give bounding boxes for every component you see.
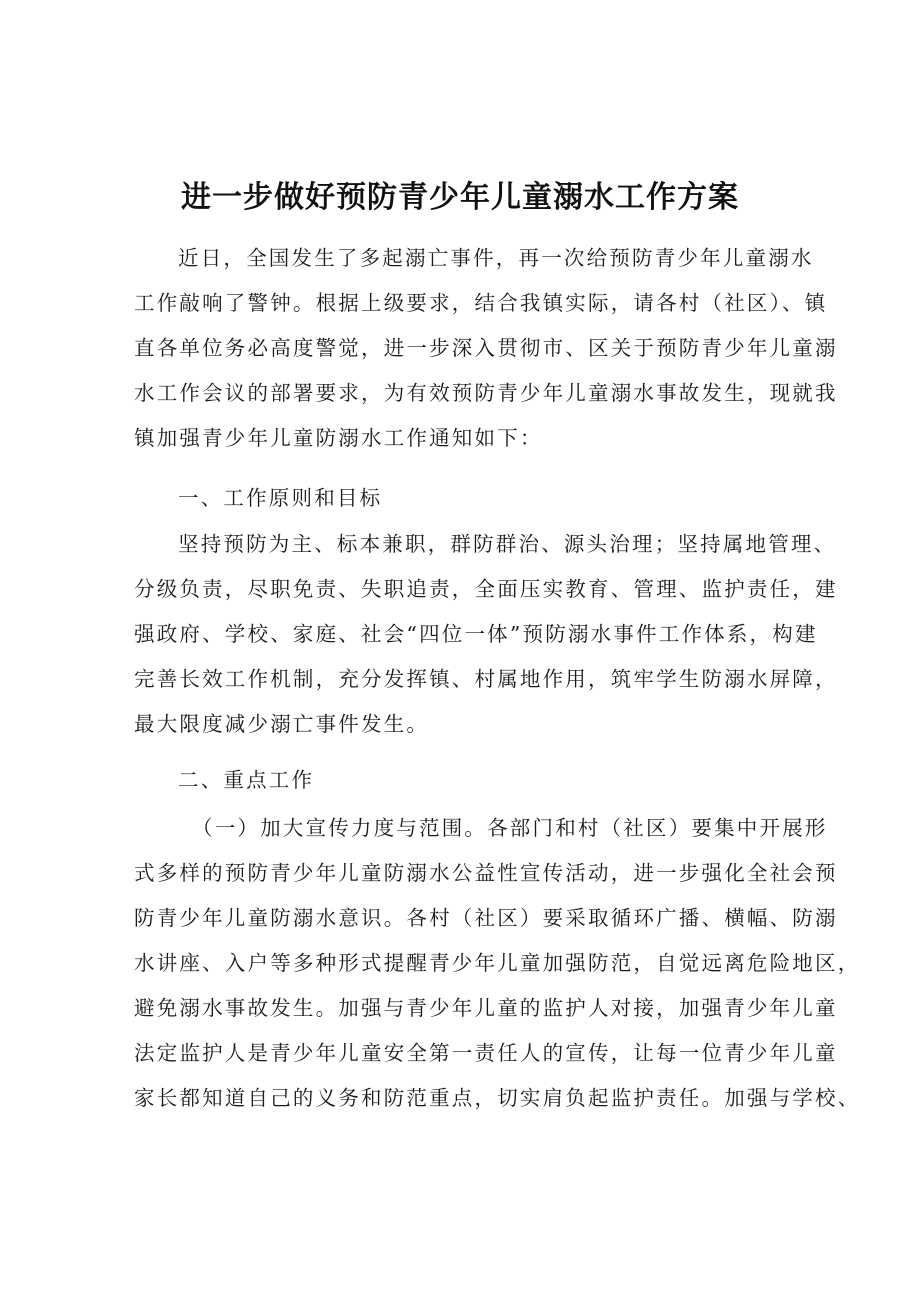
text-line: 最大限度减少溺亡事件发生。 xyxy=(134,712,430,736)
text-line: 完善长效工作机制，充分发挥镇、村属地作用，筑牢学生防溺水屏障， xyxy=(134,667,838,691)
text-line: 式多样的预防青少年儿童防溺水公益性宣传活动，进一步强化全社会预 xyxy=(134,861,838,885)
text-line: 水工作会议的部署要求，为有效预防青少年儿童溺水事故发生，现就我 xyxy=(134,381,838,405)
section-heading: 二、重点工作 xyxy=(178,768,315,792)
paragraph-publicity xyxy=(134,806,861,1121)
text-line: 直各单位务必高度警觉，进一步深入贯彻市、区关于预防青少年儿童溺 xyxy=(134,336,838,360)
text-line: 分级负责，尽职免责、失职追责，全面压实教育、管理、监护责任，建 xyxy=(134,577,838,601)
text-line: 家长都知道自己的义务和防范重点，切实肩负起监护责任。加强与学校、 xyxy=(134,1086,861,1110)
section-heading-principles xyxy=(134,476,794,521)
section-heading: 一、工作原则和目标 xyxy=(178,486,383,510)
text-line: 工作敲响了警钟。根据上级要求，结合我镇实际，请各村（社区）、镇 xyxy=(134,291,828,315)
section-heading-key-work xyxy=(134,758,794,803)
text-line: 近日，全国发生了多起溺亡事件，再一次给预防青少年儿童溺水 xyxy=(178,246,814,270)
text-line: 法定监护人是青少年儿童安全第一责任人的宣传，让每一位青少年儿童 xyxy=(134,1041,838,1065)
paragraph-intro xyxy=(134,236,838,461)
text-line: （一）加大宣传力度与范围。各部门和村（社区）要集中开展形 xyxy=(192,816,828,840)
text-line: 防青少年儿童防溺水意识。各村（社区）要采取循环广播、横幅、防溺 xyxy=(134,906,838,930)
paragraph-principles xyxy=(134,522,838,747)
text-line: 镇加强青少年儿童防溺水工作通知如下： xyxy=(134,426,543,450)
text-line: 坚持预防为主、标本兼职，群防群治、源头治理；坚持属地管理、 xyxy=(178,532,837,556)
text-line: 避免溺水事故发生。加强与青少年儿童的监护人对接，加强青少年儿童 xyxy=(134,996,838,1020)
text-line: 水讲座、入户等多种形式提醒青少年儿童加强防范，自觉远离危险地区， xyxy=(134,951,861,975)
document-title: 进一步做好预防青少年儿童溺水工作方案 xyxy=(181,180,739,215)
text-line: 强政府、学校、家庭、社会“四位一体”预防溺水事件工作体系，构建 xyxy=(134,622,818,646)
